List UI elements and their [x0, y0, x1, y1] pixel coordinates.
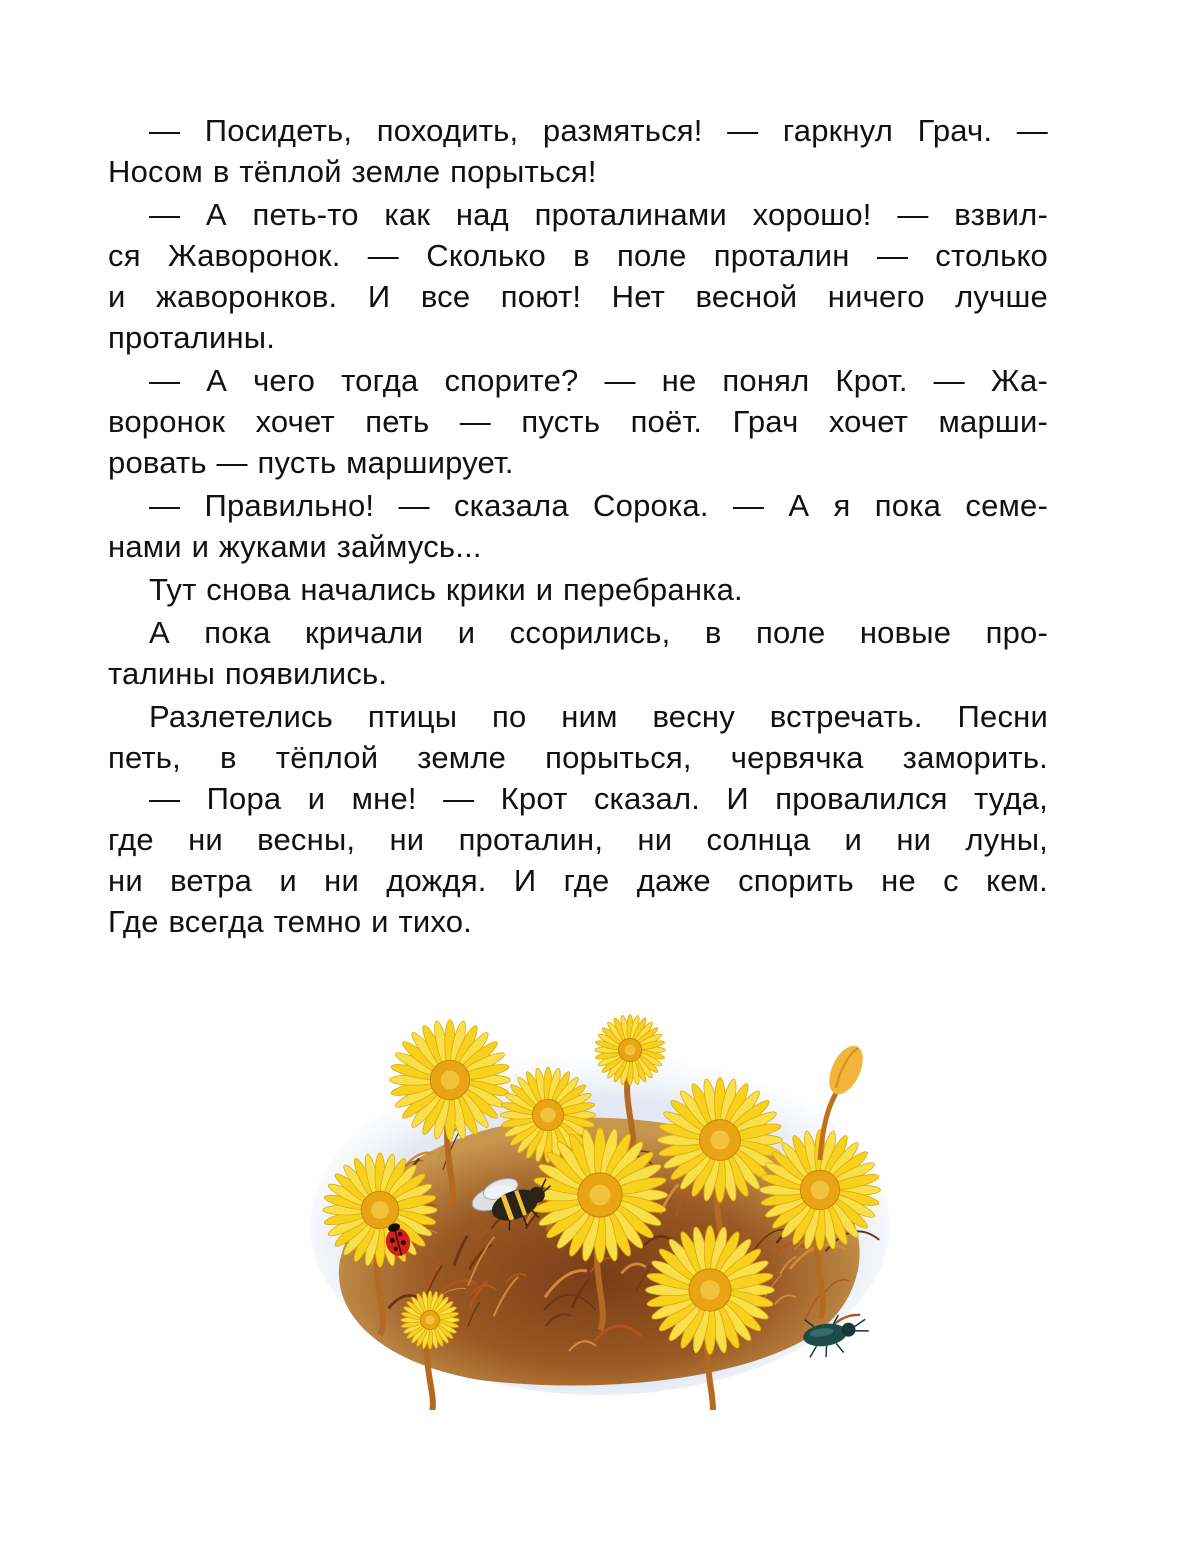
text-line: — А петь-то как над проталинами хорошо! — взвил- — [149, 197, 1048, 232]
text-line: и жаворонков. И все поют! Нет весной ничего лучше — [108, 279, 1048, 314]
paragraph — [108, 485, 1048, 567]
flower-center-inner — [426, 1316, 435, 1325]
flower-center-inner — [541, 1108, 556, 1123]
text-line: — Правильно! — сказала Сорока. — А я пока семе- — [149, 488, 1048, 523]
text-line: Тут снова начались крики и перебранка. — [149, 572, 743, 607]
illustration-svg — [300, 1010, 900, 1410]
text-line: ся Жаворонок. — Сколько в поле проталин — столько — [108, 238, 1048, 273]
text-line: где ни весны, ни проталин, ни солнца и ни луны, — [108, 822, 1048, 857]
flower-center-inner — [441, 1071, 460, 1090]
text-line: воронок хочет петь — пусть поёт. Грач хочет марши- — [108, 404, 1048, 439]
flower-center-inner — [811, 1181, 830, 1200]
paragraph — [108, 612, 1048, 694]
flower-center-inner — [590, 1185, 611, 1206]
text-line: Носом в тёплой земле порыться! — [108, 154, 597, 189]
paragraph — [108, 696, 1048, 778]
flower-center-inner — [700, 1280, 720, 1300]
text-line: ровать — пусть марширует. — [108, 445, 514, 480]
paragraph — [108, 778, 1048, 942]
text-line: А пока кричали и ссорились, в поле новые про- — [149, 615, 1048, 650]
text-line: Разлетелись птицы по ним весну встречать. Песни — [149, 699, 1048, 734]
paragraph — [108, 194, 1048, 358]
text-line: проталины. — [108, 320, 276, 355]
text-line: — Посидеть, походить, размяться! — гаркнул Грач. — — [149, 113, 1048, 148]
text-line: петь, в тёплой земле порыться, червячка заморить. — [108, 740, 1048, 775]
text-line: — А чего тогда спорите? — не понял Крот. — Жа- — [149, 363, 1048, 398]
story-text — [108, 110, 1048, 942]
flower-center-inner — [625, 1045, 636, 1056]
paragraph — [108, 569, 1048, 610]
paragraph — [108, 360, 1048, 483]
flower-center-inner — [710, 1130, 729, 1149]
paragraph — [108, 110, 1048, 192]
coltsfoot-illustration — [300, 1010, 900, 1410]
text-line: Где всегда темно и тихо. — [108, 904, 472, 939]
flower-center-inner — [371, 1201, 389, 1219]
text-line: нами и жуками займусь... — [108, 529, 482, 564]
text-line: ни ветра и ни дождя. И где даже спорить не с кем. — [108, 863, 1048, 898]
text-line: талины появились. — [108, 656, 388, 691]
text-line: — Пора и мне! — Крот сказал. И провалился туда, — [149, 781, 1048, 816]
